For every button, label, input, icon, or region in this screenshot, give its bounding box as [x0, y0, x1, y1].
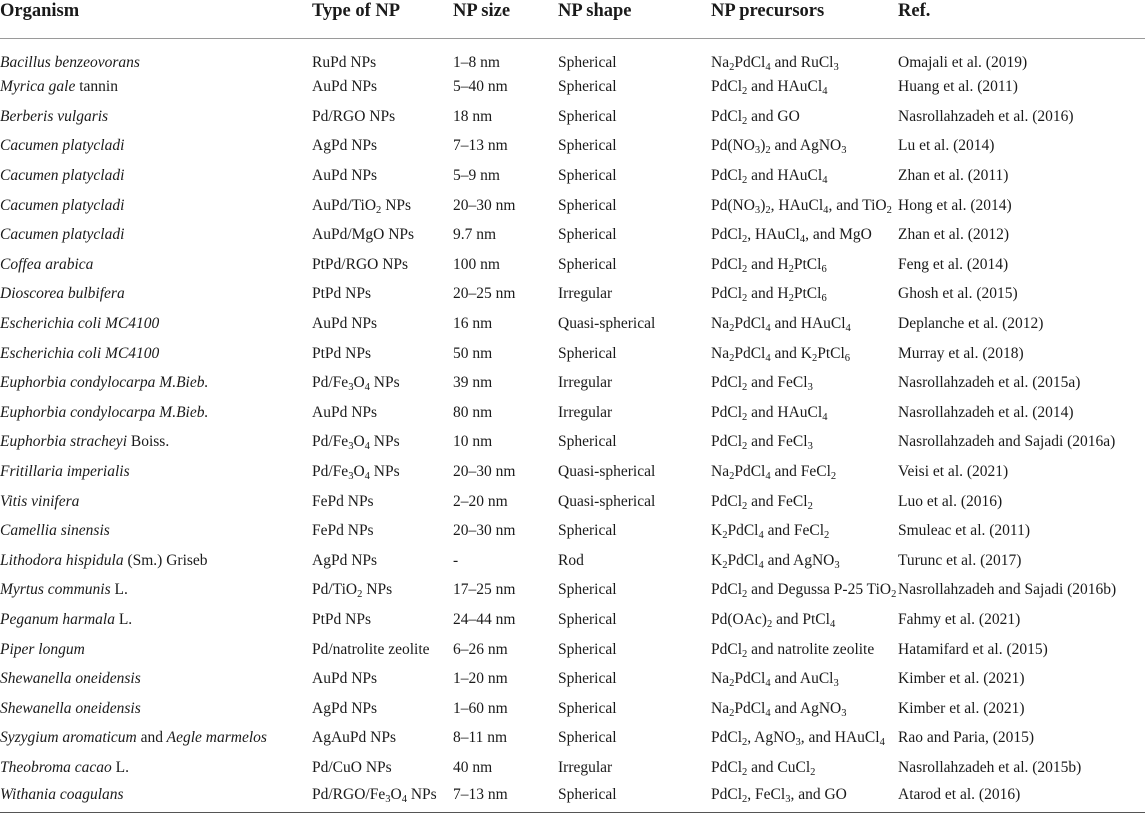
- cell-np-shape: Spherical: [558, 196, 617, 214]
- cell-type-of-np: AuPd/MgO NPs: [312, 226, 415, 244]
- cell-organism: Cacumen platycladi: [0, 137, 125, 155]
- cell-type-of-np: PtPd NPs: [312, 610, 372, 628]
- cell-np-size: 16 nm: [453, 315, 493, 333]
- cell-organism: Coffea arabica: [0, 255, 94, 273]
- cell-organism: Bacillus benzeovorans: [0, 53, 140, 71]
- cell-ref: Zhan et al. (2012): [898, 226, 1010, 244]
- cell-np-shape: Spherical: [558, 699, 617, 717]
- cell-organism: Shewanella oneidensis: [0, 670, 141, 688]
- header-np-precursors: NP precursors: [711, 0, 898, 38]
- cell-ref: Fahmy et al. (2021): [898, 610, 1021, 628]
- table-row: [0, 38, 1145, 73]
- header-ref: Ref.: [898, 0, 1145, 38]
- cell-np-shape: Quasi-spherical: [558, 315, 656, 333]
- table-row: [0, 546, 1145, 576]
- cell-type-of-np: AuPd NPs: [312, 167, 378, 185]
- cell-np-size: 24–44 nm: [453, 610, 516, 628]
- cell-np-precursors: $Pd(NO_3)_2$, HAuCl$_4$, and TiO$_2$: [711, 196, 892, 216]
- cell-organism: Euphorbia stracheyi Boiss.: [0, 433, 170, 451]
- table-row: [0, 132, 1145, 162]
- cell-ref: Luo et al. (2016): [898, 492, 1003, 510]
- cell-np-precursors: $Na_2PdCl_4$ and $K_2PtCl_6$: [711, 344, 851, 364]
- cell-np-shape: Spherical: [558, 670, 617, 688]
- table-row: [0, 339, 1145, 369]
- cell-ref: Huang et al. (2011): [898, 78, 1018, 96]
- cell-organism: Escherichia coli MC4100: [0, 315, 160, 333]
- cell-organism: Camellia sinensis: [0, 522, 110, 540]
- cell-np-shape: Quasi-spherical: [558, 492, 656, 510]
- cell-np-size: 17–25 nm: [453, 581, 516, 599]
- cell-np-shape: Spherical: [558, 581, 617, 599]
- cell-organism: Myrtus communis L.: [0, 581, 128, 599]
- cell-np-precursors: $Na_2PdCl_4$ and FeCl$_2$: [711, 463, 837, 482]
- cell-np-precursors: PdCl$_2$ and HAuCl$_4$: [711, 167, 828, 187]
- table-row: [0, 161, 1145, 191]
- cell-np-precursors: $K_2PdCl_4$ and FeCl$_2$: [711, 522, 830, 542]
- cell-type-of-np: AuPd NPs: [312, 315, 378, 333]
- cell-ref: Rao and Paria, (2015): [898, 729, 1035, 747]
- cell-organism: Berberis vulgaris: [0, 107, 109, 125]
- cell-type-of-np: AuPd NPs: [312, 670, 378, 688]
- cell-np-size: 39 nm: [453, 374, 493, 392]
- cell-organism: Theobroma cacao L.: [0, 758, 130, 776]
- cell-type-of-np: AuPd NPs: [312, 78, 378, 96]
- header-row: [0, 0, 1145, 38]
- table-row: [0, 576, 1145, 606]
- cell-type-of-np: $Pd/Fe_3O_4$ NPs: [312, 374, 400, 394]
- cell-np-precursors: $Na_2PdCl_4$ and RuCl$_3$: [711, 53, 839, 73]
- header-np-shape: NP shape: [558, 0, 711, 38]
- cell-np-size: 1–8 nm: [453, 53, 500, 71]
- cell-np-size: 18 nm: [453, 107, 493, 125]
- cell-np-size: 8–11 nm: [453, 729, 508, 747]
- cell-organism: Vitis vinifera: [0, 492, 80, 510]
- table-row: [0, 724, 1145, 754]
- cell-np-precursors: $Na_2PdCl_4$ and HAuCl$_4$: [711, 315, 851, 334]
- cell-np-shape: Spherical: [558, 729, 617, 747]
- cell-ref: Smuleac et al. (2011): [898, 522, 1030, 540]
- cell-np-precursors: PdCl$_2$ and HAuCl$_4$: [711, 403, 828, 423]
- cell-np-precursors: PdCl$_2$ and FeCl$_3$: [711, 433, 813, 453]
- table-row: [0, 398, 1145, 428]
- cell-np-shape: Spherical: [558, 226, 617, 244]
- table-row: [0, 220, 1145, 250]
- cell-np-shape: Spherical: [558, 255, 617, 273]
- cell-type-of-np: Pd/RGO NPs: [312, 107, 396, 125]
- cell-np-precursors: $Na_2PdCl_4$ and AuCl$_3$: [711, 670, 839, 690]
- cell-np-shape: Irregular: [558, 285, 613, 303]
- cell-np-size: 2–20 nm: [453, 492, 508, 510]
- cell-type-of-np: PtPd/RGO NPs: [312, 255, 409, 273]
- cell-ref: Nasrollahzadeh and Sajadi (2016a): [898, 433, 1116, 451]
- cell-ref: Kimber et al. (2021): [898, 670, 1025, 688]
- cell-type-of-np: FePd NPs: [312, 492, 374, 510]
- cell-np-size: 1–60 nm: [453, 699, 508, 717]
- table-row: [0, 753, 1145, 783]
- cell-type-of-np: PtPd NPs: [312, 344, 372, 362]
- cell-np-precursors: $K_2PdCl_4$ and AgNO$_3$: [711, 551, 840, 571]
- table-row: [0, 605, 1145, 635]
- cell-type-of-np: RuPd NPs: [312, 53, 377, 71]
- cell-np-shape: Spherical: [558, 783, 711, 813]
- cell-np-size: 1–20 nm: [453, 670, 508, 688]
- cell-np-shape: Spherical: [558, 78, 617, 96]
- cell-type-of-np: AgPd NPs: [312, 699, 378, 717]
- cell-type-of-np: AgPd NPs: [312, 551, 378, 569]
- table-row: [0, 280, 1145, 310]
- table-row: [0, 457, 1145, 487]
- cell-np-size: 7–13 nm: [453, 783, 558, 813]
- cell-np-size: 9.7 nm: [453, 226, 497, 244]
- cell-type-of-np: $Pd/Fe_3O_4$ NPs: [312, 433, 400, 453]
- cell-np-size: 6–26 nm: [453, 640, 508, 658]
- table-row: [0, 428, 1145, 458]
- cell-np-shape: Spherical: [558, 137, 617, 155]
- cell-np-shape: Spherical: [558, 433, 617, 451]
- cell-np-precursors: PdCl$_2$ and GO: [711, 107, 800, 127]
- cell-np-size: 80 nm: [453, 403, 493, 421]
- cell-np-precursors: PdCl$_2$ and FeCl$_2$: [711, 492, 813, 512]
- cell-type-of-np: AuPd NPs: [312, 403, 378, 421]
- table-row: [0, 73, 1145, 103]
- header-type-of-np: Type of NP: [312, 0, 453, 38]
- cell-type-of-np: Pd/CuO NPs: [312, 758, 392, 776]
- cell-ref: Nasrollahzadeh and Sajadi (2016b): [898, 581, 1117, 599]
- cell-np-shape: Spherical: [558, 522, 617, 540]
- cell-np-precursors: PdCl$_2$ and FeCl$_3$: [711, 374, 813, 394]
- table-row: [0, 250, 1145, 280]
- cell-np-precursors: PdCl$_2$ and Degussa P-25 TiO$_2$: [711, 581, 897, 601]
- cell-organism: Cacumen platycladi: [0, 167, 125, 185]
- cell-type-of-np: AgAuPd NPs: [312, 729, 396, 747]
- cell-ref: Hong et al. (2014): [898, 196, 1012, 214]
- table-row: [0, 487, 1145, 517]
- cell-np-size: 5–9 nm: [453, 167, 500, 185]
- cell-ref: Lu et al. (2014): [898, 137, 995, 155]
- cell-type-of-np: $Pd/RGO/Fe_3O_4$ NPs: [312, 783, 453, 813]
- cell-organism: Withania coagulans: [0, 783, 312, 813]
- cell-np-precursors: PdCl$_2$ and $H_2PtCl_6$: [711, 255, 827, 275]
- cell-np-shape: Irregular: [558, 758, 613, 776]
- cell-np-shape: Spherical: [558, 53, 617, 71]
- cell-np-size: 20–30 nm: [453, 522, 516, 540]
- cell-ref: Zhan et al. (2011): [898, 167, 1009, 185]
- cell-organism: Cacumen platycladi: [0, 196, 125, 214]
- cell-organism: Cacumen platycladi: [0, 226, 125, 244]
- cell-np-shape: Spherical: [558, 610, 617, 628]
- table-row: [0, 635, 1145, 665]
- cell-organism: Myrica gale tannin: [0, 78, 118, 96]
- cell-np-shape: Spherical: [558, 640, 617, 658]
- table-row: [0, 309, 1145, 339]
- cell-np-precursors: PdCl$_2$, FeCl$_3$, and GO: [711, 783, 898, 813]
- cell-np-shape: Quasi-spherical: [558, 463, 656, 481]
- cell-np-size: 100 nm: [453, 255, 500, 273]
- cell-organism: Lithodora hispidula (Sm.) Griseb: [0, 551, 208, 569]
- cell-ref: Hatamifard et al. (2015): [898, 640, 1048, 658]
- cell-np-size: 7–13 nm: [453, 137, 508, 155]
- cell-np-shape: Irregular: [558, 374, 613, 392]
- cell-type-of-np: PtPd NPs: [312, 285, 372, 303]
- cell-np-shape: Spherical: [558, 344, 617, 362]
- table-row: [0, 516, 1145, 546]
- cell-np-size: 20–30 nm: [453, 196, 516, 214]
- cell-organism: Syzygium aromaticum and Aegle marmelos: [0, 729, 267, 747]
- cell-np-precursors: $Pd(NO_3)_2$ and AgNO$_3$: [711, 137, 847, 157]
- cell-ref: Ghosh et al. (2015): [898, 285, 1018, 303]
- cell-np-shape: Spherical: [558, 167, 617, 185]
- cell-ref: Atarod et al. (2016): [898, 783, 1145, 813]
- cell-type-of-np: AuPd/TiO$_2$ NPs: [312, 196, 412, 216]
- cell-np-precursors: PdCl$_2$, HAuCl$_4$, and MgO: [711, 226, 872, 246]
- table-body: [0, 38, 1145, 812]
- cell-ref: Feng et al. (2014): [898, 255, 1009, 273]
- cell-np-precursors: PdCl$_2$ and HAuCl$_4$: [711, 78, 828, 98]
- cell-np-size: 20–25 nm: [453, 285, 516, 303]
- cell-np-precursors: $Pd(OAc)_2$ and PtCl$_4$: [711, 610, 836, 630]
- header-organism: Organism: [0, 0, 312, 38]
- cell-np-size: 50 nm: [453, 344, 493, 362]
- table-row: [0, 664, 1145, 694]
- cell-type-of-np: FePd NPs: [312, 522, 374, 540]
- cell-type-of-np: Pd/TiO$_2$ NPs: [312, 581, 393, 601]
- cell-np-shape: Rod: [558, 551, 584, 569]
- cell-np-size: 20–30 nm: [453, 463, 516, 481]
- cell-type-of-np: $Pd/Fe_3O_4$ NPs: [312, 463, 400, 482]
- cell-np-size: 5–40 nm: [453, 78, 508, 96]
- cell-ref: Nasrollahzadeh et al. (2015b): [898, 758, 1082, 776]
- cell-organism: Fritillaria imperialis: [0, 463, 130, 481]
- cell-organism: Euphorbia condylocarpa M.Bieb.: [0, 374, 209, 392]
- table-row: [0, 694, 1145, 724]
- cell-ref: Turunc et al. (2017): [898, 551, 1022, 569]
- table-header: [0, 0, 1145, 38]
- cell-organism: Shewanella oneidensis: [0, 699, 141, 717]
- cell-organism: Dioscorea bulbifera: [0, 285, 125, 303]
- cell-np-precursors: PdCl$_2$ and natrolite zeolite: [711, 640, 875, 660]
- cell-np-shape: Irregular: [558, 403, 613, 421]
- cell-type-of-np: Pd/natrolite zeolite: [312, 640, 430, 658]
- table-row: [0, 783, 1145, 813]
- cell-type-of-np: AgPd NPs: [312, 137, 378, 155]
- cell-np-size: 10 nm: [453, 433, 493, 451]
- cell-ref: Nasrollahzadeh et al. (2016): [898, 107, 1074, 125]
- cell-np-size: -: [453, 551, 459, 569]
- table-row: [0, 191, 1145, 221]
- cell-organism: Peganum harmala L.: [0, 610, 133, 628]
- cell-np-size: 40 nm: [453, 758, 493, 776]
- cell-ref: Veisi et al. (2021): [898, 463, 1009, 481]
- cell-np-precursors: $Na_2PdCl_4$ and AgNO$_3$: [711, 699, 847, 719]
- cell-organism: Euphorbia condylocarpa M.Bieb.: [0, 403, 209, 421]
- cell-np-precursors: PdCl$_2$, AgNO$_3$, and HAuCl$_4$: [711, 729, 885, 749]
- cell-ref: Nasrollahzadeh et al. (2014): [898, 403, 1074, 421]
- cell-np-shape: Spherical: [558, 107, 617, 125]
- cell-ref: Deplanche et al. (2012): [898, 315, 1044, 333]
- cell-ref: Murray et al. (2018): [898, 344, 1024, 362]
- table-row: [0, 368, 1145, 398]
- cell-organism: Piper longum: [0, 640, 85, 658]
- cell-ref: Kimber et al. (2021): [898, 699, 1025, 717]
- header-np-size: NP size: [453, 0, 558, 38]
- cell-np-precursors: PdCl$_2$ and CuCl$_2$: [711, 758, 816, 778]
- cell-np-precursors: PdCl$_2$ and $H_2PtCl_6$: [711, 285, 827, 305]
- cell-ref: Nasrollahzadeh et al. (2015a): [898, 374, 1081, 392]
- cell-organism: Escherichia coli MC4100: [0, 344, 160, 362]
- cell-ref: Omajali et al. (2019): [898, 53, 1028, 71]
- table-row: [0, 102, 1145, 132]
